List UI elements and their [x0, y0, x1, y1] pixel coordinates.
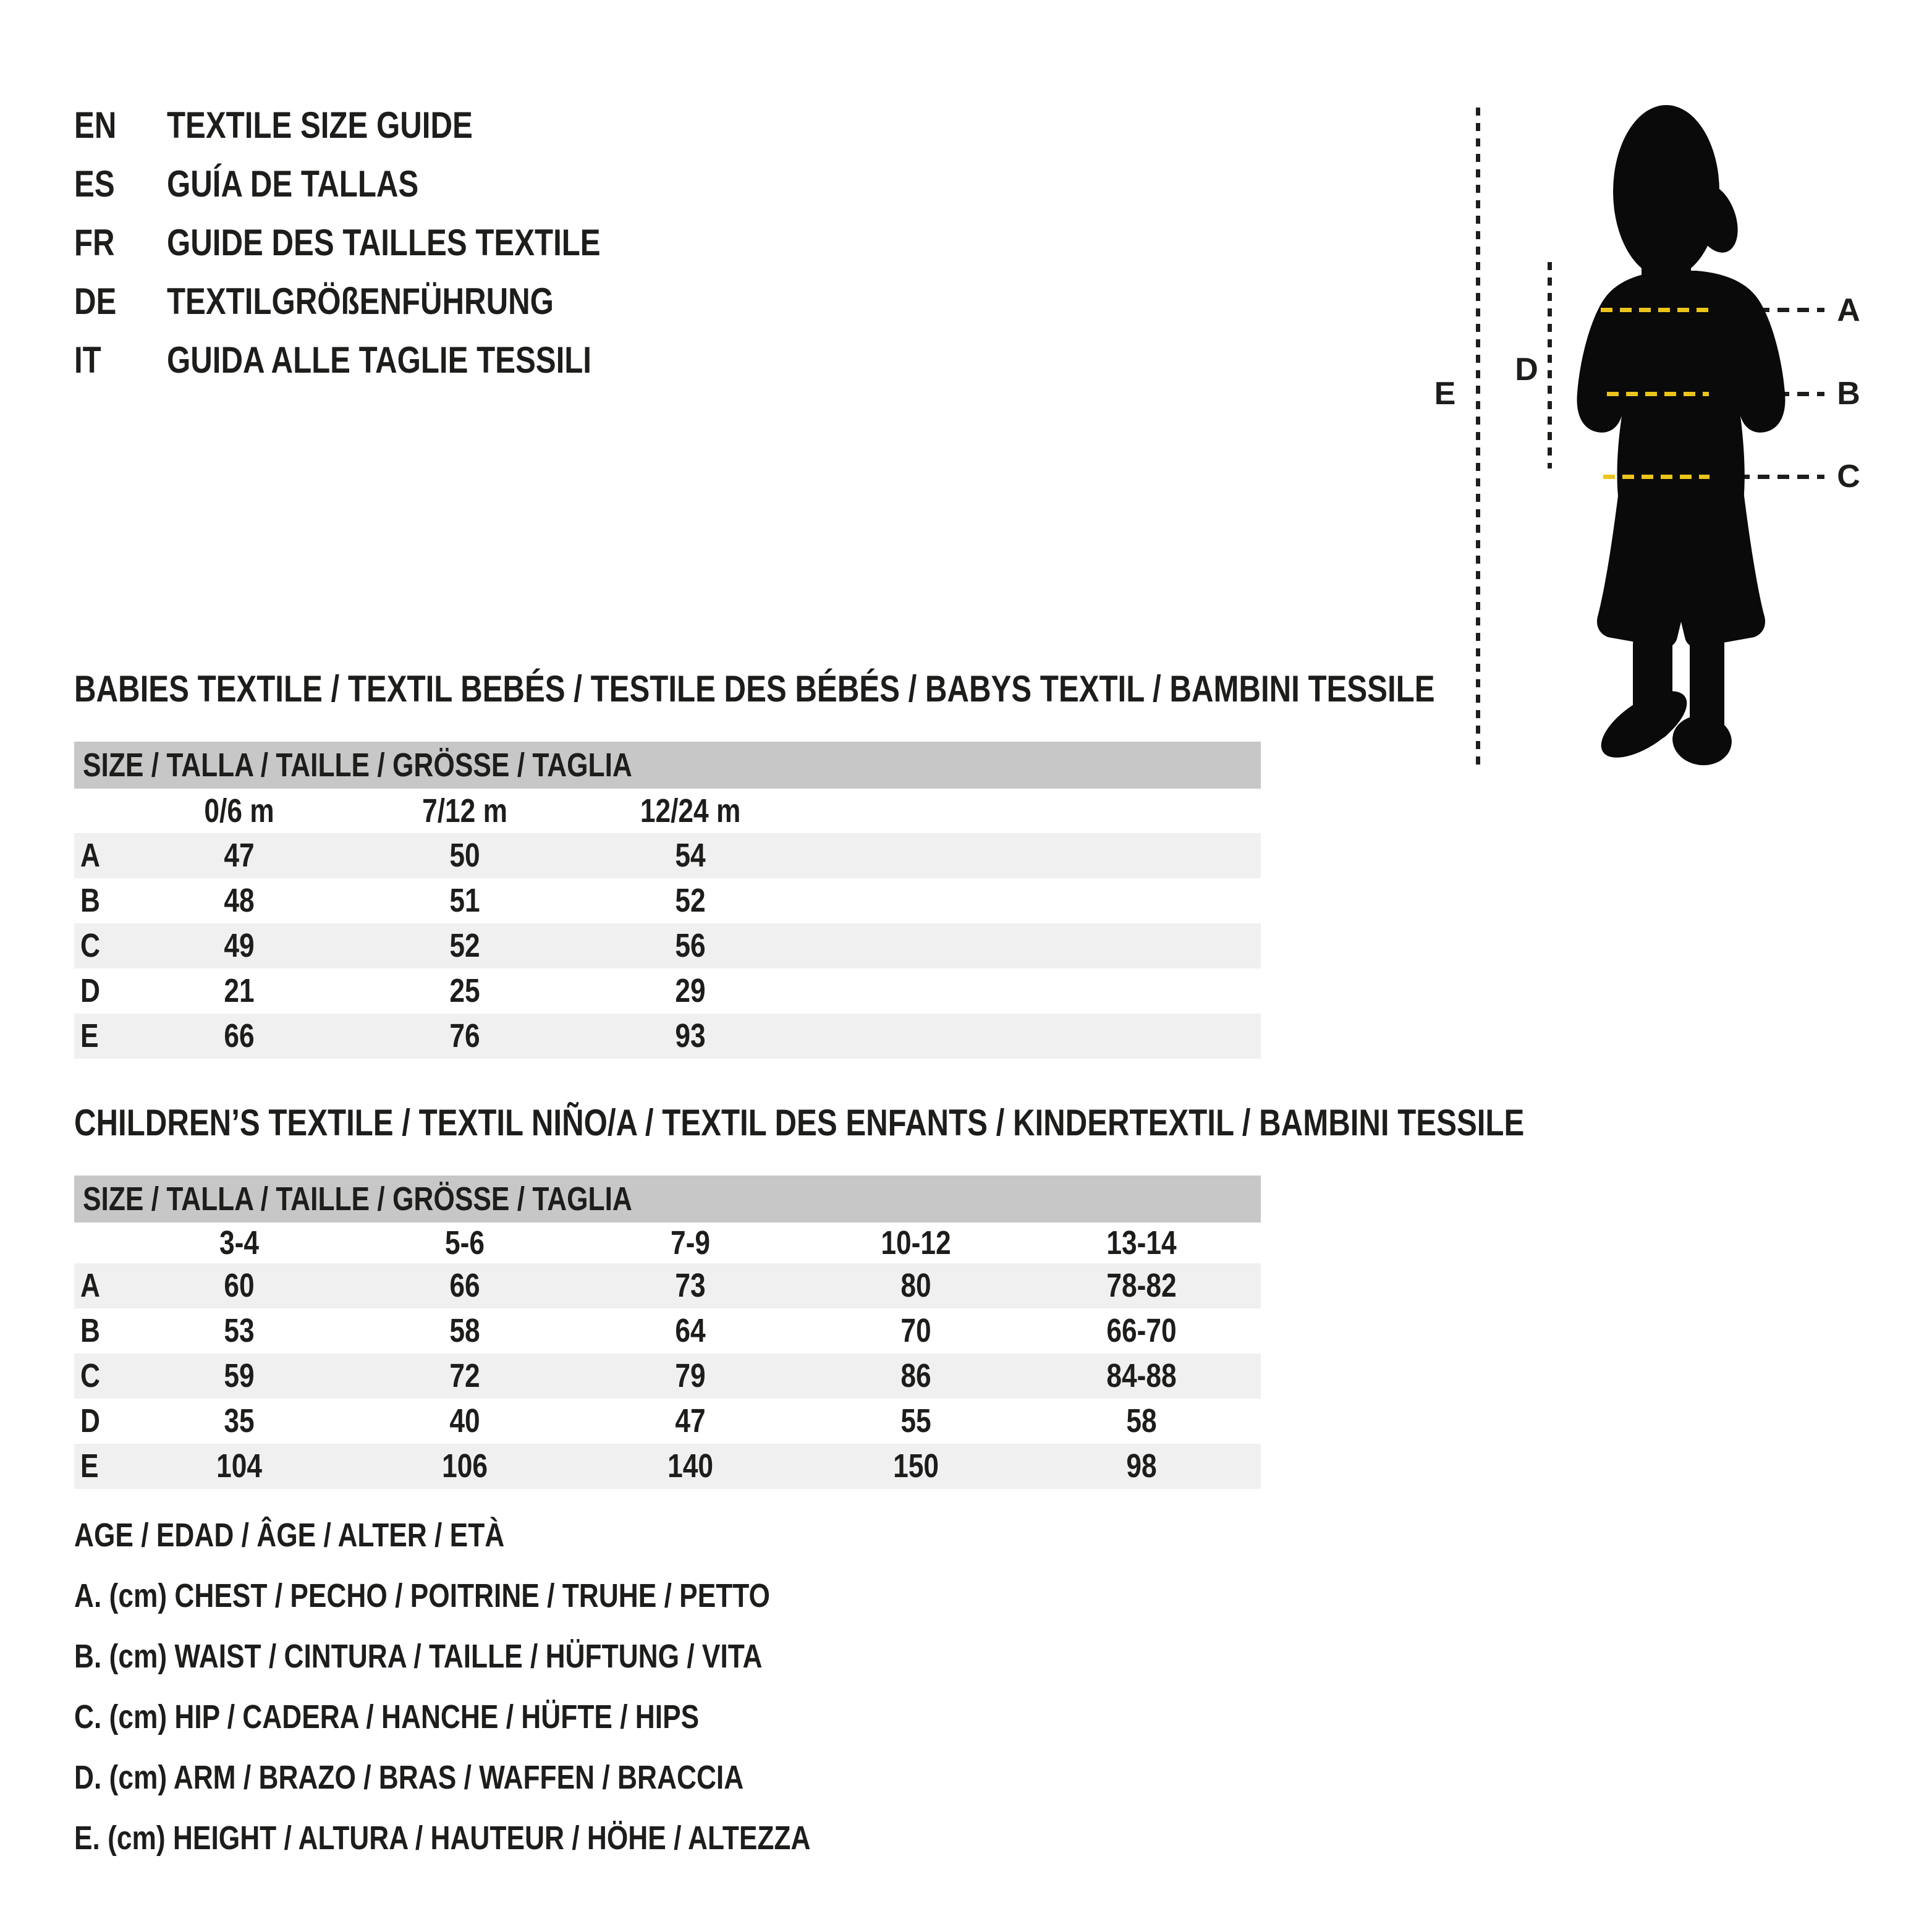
column-header-text: 3-4: [219, 1224, 260, 1261]
row-label-text: C: [80, 1357, 100, 1395]
babies-cell-D: [578, 968, 803, 1014]
language-code: [74, 163, 167, 205]
legend-line: [74, 1505, 972, 1566]
column-header-text: 0/6 m: [204, 792, 275, 829]
language-row: [74, 155, 696, 213]
row-label-text: C: [80, 927, 100, 965]
cell-value: 106: [442, 1447, 488, 1485]
cell-value: 66: [449, 1267, 481, 1305]
children-cell-B: [1029, 1308, 1255, 1354]
cell-value: 84-88: [1106, 1357, 1177, 1395]
children-cell-A: [1029, 1263, 1255, 1308]
cell-value: 56: [675, 927, 706, 965]
children-column-header: [127, 1222, 352, 1263]
children-section: [74, 1070, 1525, 1489]
row-label-text: D: [80, 1402, 100, 1440]
babies-column-header: [578, 789, 803, 833]
babies-section: [74, 637, 1435, 1059]
row-label-text: E: [80, 1017, 99, 1055]
language-code: [74, 104, 167, 146]
language-row: [74, 272, 696, 331]
height-E-measure-line: [1476, 108, 1480, 768]
children-cell-C: [127, 1354, 352, 1399]
children-header-spacer: [74, 1222, 127, 1263]
cell-value: 55: [900, 1402, 932, 1440]
babies-cell-B: [127, 878, 352, 923]
cell-value: 93: [675, 1017, 706, 1055]
children-cell-E: [352, 1444, 578, 1489]
children-column-header: [352, 1222, 578, 1263]
babies-cell-A: [578, 833, 803, 878]
children-column-header: [578, 1222, 803, 1263]
children-row-A: [74, 1263, 1261, 1308]
babies-row-B: [74, 878, 1261, 923]
babies-cell-A: [352, 833, 578, 878]
language-title: TEXTILE SIZE GUIDE: [167, 104, 473, 146]
column-header-text: 7/12 m: [422, 792, 508, 829]
children-column-header: [1029, 1222, 1255, 1263]
babies-column-header: [127, 789, 352, 833]
children-cell-E: [578, 1444, 803, 1489]
cell-value: 64: [675, 1312, 706, 1350]
language-code-text: EN: [74, 104, 117, 146]
child-silhouette-graphic: [1575, 104, 1787, 771]
babies-cell-E: [578, 1014, 803, 1059]
babies-cell-E: [352, 1014, 578, 1059]
children-cell-A: [352, 1263, 578, 1308]
arm-D-measure-line: [1548, 262, 1552, 468]
children-cell-D: [803, 1399, 1029, 1444]
legend-line: [74, 1626, 972, 1687]
language-row: [74, 331, 696, 389]
cell-value: 25: [449, 972, 481, 1010]
children-cell-B: [352, 1308, 578, 1354]
babies-cell-D: [352, 968, 578, 1014]
legend-line: [74, 1687, 972, 1747]
children-size-header-text: SIZE / TALLA / TAILLE / GRÖSSE / TAGLIA: [83, 1180, 632, 1218]
language-title: GUIDE DES TAILLES TEXTILE: [167, 222, 601, 263]
column-header-text: 5-6: [445, 1224, 485, 1261]
babies-row-A: [74, 833, 1261, 878]
babies-header-spacer: [74, 789, 127, 833]
cell-value: 50: [449, 837, 481, 875]
row-label-text: A: [80, 837, 100, 875]
cell-value: 76: [449, 1017, 481, 1055]
cell-value: 86: [900, 1357, 932, 1395]
cell-value: 59: [224, 1357, 255, 1395]
row-label: [74, 1444, 127, 1489]
babies-table-body: [74, 833, 1261, 1059]
babies-cell-B: [578, 878, 803, 923]
babies-row-E: [74, 1014, 1261, 1059]
babies-row-D: [74, 968, 1261, 1014]
babies-cell-B: [352, 878, 578, 923]
cell-value: 104: [216, 1447, 263, 1485]
row-label: [74, 878, 127, 923]
language-title-list: [74, 96, 696, 389]
cell-value: 47: [675, 1402, 706, 1440]
children-cell-A: [127, 1263, 352, 1308]
cell-value: 80: [900, 1267, 932, 1305]
cell-value: 150: [893, 1447, 939, 1485]
babies-column-header: [352, 789, 578, 833]
children-column-headers: [74, 1222, 1261, 1263]
legend-line-text: AGE / EDAD / ÂGE / ALTER / ETÀ: [74, 1517, 505, 1554]
babies-cell-E: [127, 1014, 352, 1059]
children-row-C: [74, 1354, 1261, 1399]
row-label-text: E: [80, 1447, 99, 1485]
cell-value: 140: [667, 1447, 714, 1485]
language-title: GUIDA ALLE TAGLIE TESSILI: [167, 339, 591, 381]
children-cell-C: [578, 1354, 803, 1399]
cell-value: 58: [1126, 1402, 1158, 1440]
row-label-text: D: [80, 972, 100, 1010]
row-label: [74, 1263, 127, 1308]
height-E-label: E: [1434, 376, 1456, 412]
legend-line-text: E. (cm) HEIGHT / ALTURA / HAUTEUR / HÖHE / ALTEZZA: [74, 1820, 811, 1857]
legend-line-text: D. (cm) ARM / BRAZO / BRAS / WAFFEN / BRACCIA: [74, 1759, 744, 1796]
cell-value: 21: [224, 972, 255, 1010]
legend-line-text: C. (cm) HIP / CADERA / HANCHE / HÜFTE / HIPS: [74, 1698, 700, 1735]
children-row-B: [74, 1308, 1261, 1354]
cell-value: 66-70: [1106, 1312, 1177, 1350]
cell-value: 29: [675, 972, 706, 1010]
babies-cell-C: [127, 923, 352, 968]
row-label: [74, 1399, 127, 1444]
column-header-text: 10-12: [881, 1224, 952, 1261]
cell-value: 70: [900, 1312, 932, 1350]
babies-row-C: [74, 923, 1261, 968]
children-cell-B: [803, 1308, 1029, 1354]
language-code: [74, 221, 167, 264]
legend-line: [74, 1747, 972, 1808]
babies-size-header-text: SIZE / TALLA / TAILLE / GRÖSSE / TAGLIA: [83, 746, 632, 784]
silhouette-shirt: [1577, 271, 1786, 507]
children-cell-C: [352, 1354, 578, 1399]
cell-value: 73: [675, 1267, 706, 1305]
language-code-text: DE: [74, 281, 117, 322]
cell-value: 35: [224, 1402, 255, 1440]
children-cell-A: [803, 1263, 1029, 1308]
cell-value: 78-82: [1106, 1267, 1177, 1305]
children-cell-A: [578, 1263, 803, 1308]
children-cell-D: [578, 1399, 803, 1444]
cell-value: 48: [224, 882, 255, 920]
babies-size-header-bar: [74, 742, 1261, 789]
arm-D-label: D: [1515, 352, 1538, 388]
babies-cell-D: [127, 968, 352, 1014]
cell-value: 60: [224, 1267, 255, 1305]
babies-cell-C: [578, 923, 803, 968]
cell-value: 72: [449, 1357, 481, 1395]
cell-value: 51: [449, 882, 481, 920]
language-code: [74, 339, 167, 381]
cell-value: 49: [224, 927, 255, 965]
children-cell-C: [803, 1354, 1029, 1399]
waist-B-line-yellow-dashes: [1607, 392, 1709, 396]
row-label: [74, 968, 127, 1014]
language-row: [74, 96, 696, 155]
column-header-text: 13-14: [1106, 1224, 1177, 1261]
row-label: [74, 923, 127, 968]
row-label: [74, 1354, 127, 1399]
cell-value: 52: [675, 882, 706, 920]
row-label-text: B: [80, 882, 100, 920]
children-cell-B: [578, 1308, 803, 1354]
row-label-text: A: [80, 1267, 100, 1305]
children-heading: [74, 1101, 1525, 1145]
children-cell-E: [803, 1444, 1029, 1489]
chest-A-label: A: [1837, 292, 1860, 328]
cell-value: 54: [675, 837, 706, 875]
hip-C-label: C: [1837, 459, 1860, 494]
legend-line: [74, 1808, 972, 1868]
children-cell-D: [1029, 1399, 1255, 1444]
language-code-text: FR: [74, 222, 115, 263]
children-cell-B: [127, 1308, 352, 1354]
cell-value: 52: [449, 927, 481, 965]
measurement-legend: [74, 1505, 972, 1868]
row-label: [74, 1014, 127, 1059]
babies-heading-text: BABIES TEXTILE / TEXTIL BEBÉS / TESTILE DES BÉBÉS / BABYS TEXTIL / BAMBINI TESSILE: [74, 668, 1435, 710]
babies-cell-A: [127, 833, 352, 878]
children-heading-text: CHILDREN’S TEXTILE / TEXTIL NIÑO/A / TEXTIL DES ENFANTS / KINDERTEXTIL / BAMBINI TESSILE: [74, 1102, 1525, 1144]
waist-B-label: B: [1837, 376, 1860, 412]
children-row-D: [74, 1399, 1261, 1444]
children-cell-E: [127, 1444, 352, 1489]
row-label: [74, 833, 127, 878]
chest-A-line-yellow-dashes: [1601, 308, 1712, 312]
cell-value: 66: [224, 1017, 255, 1055]
children-cell-E: [1029, 1444, 1255, 1489]
babies-column-headers: [74, 789, 1261, 833]
column-header-text: 7-9: [671, 1224, 711, 1261]
silhouette-shorts: [1597, 486, 1765, 647]
cell-value: 53: [224, 1312, 255, 1350]
row-label-text: B: [80, 1312, 100, 1350]
row-label: [74, 1308, 127, 1354]
language-title: GUÍA DE TALLAS: [167, 163, 419, 205]
cell-value: 79: [675, 1357, 706, 1395]
column-header-text: 12/24 m: [640, 792, 741, 829]
children-column-header: [803, 1222, 1029, 1263]
language-code-text: IT: [74, 339, 101, 381]
children-table-body: [74, 1263, 1261, 1489]
babies-heading: [74, 667, 1435, 711]
cell-value: 40: [449, 1402, 481, 1440]
children-cell-D: [127, 1399, 352, 1444]
cell-value: 47: [224, 837, 255, 875]
language-row: [74, 213, 696, 272]
language-code: [74, 280, 167, 323]
children-cell-C: [1029, 1354, 1255, 1399]
children-row-E: [74, 1444, 1261, 1489]
cell-value: 58: [449, 1312, 481, 1350]
cell-value: 98: [1126, 1447, 1158, 1485]
children-size-header-bar: [74, 1176, 1261, 1222]
language-title: TEXTILGRÖßENFÜHRUNG: [167, 281, 554, 322]
babies-cell-C: [352, 923, 578, 968]
language-code-text: ES: [74, 163, 115, 205]
children-cell-D: [352, 1399, 578, 1444]
hip-C-line-yellow-dashes: [1603, 475, 1710, 479]
legend-line-text: B. (cm) WAIST / CINTURA / TAILLE / HÜFTUNG / VITA: [74, 1638, 763, 1675]
legend-line-text: A. (cm) CHEST / PECHO / POITRINE / TRUHE / PETTO: [74, 1577, 770, 1614]
legend-line: [74, 1566, 972, 1626]
